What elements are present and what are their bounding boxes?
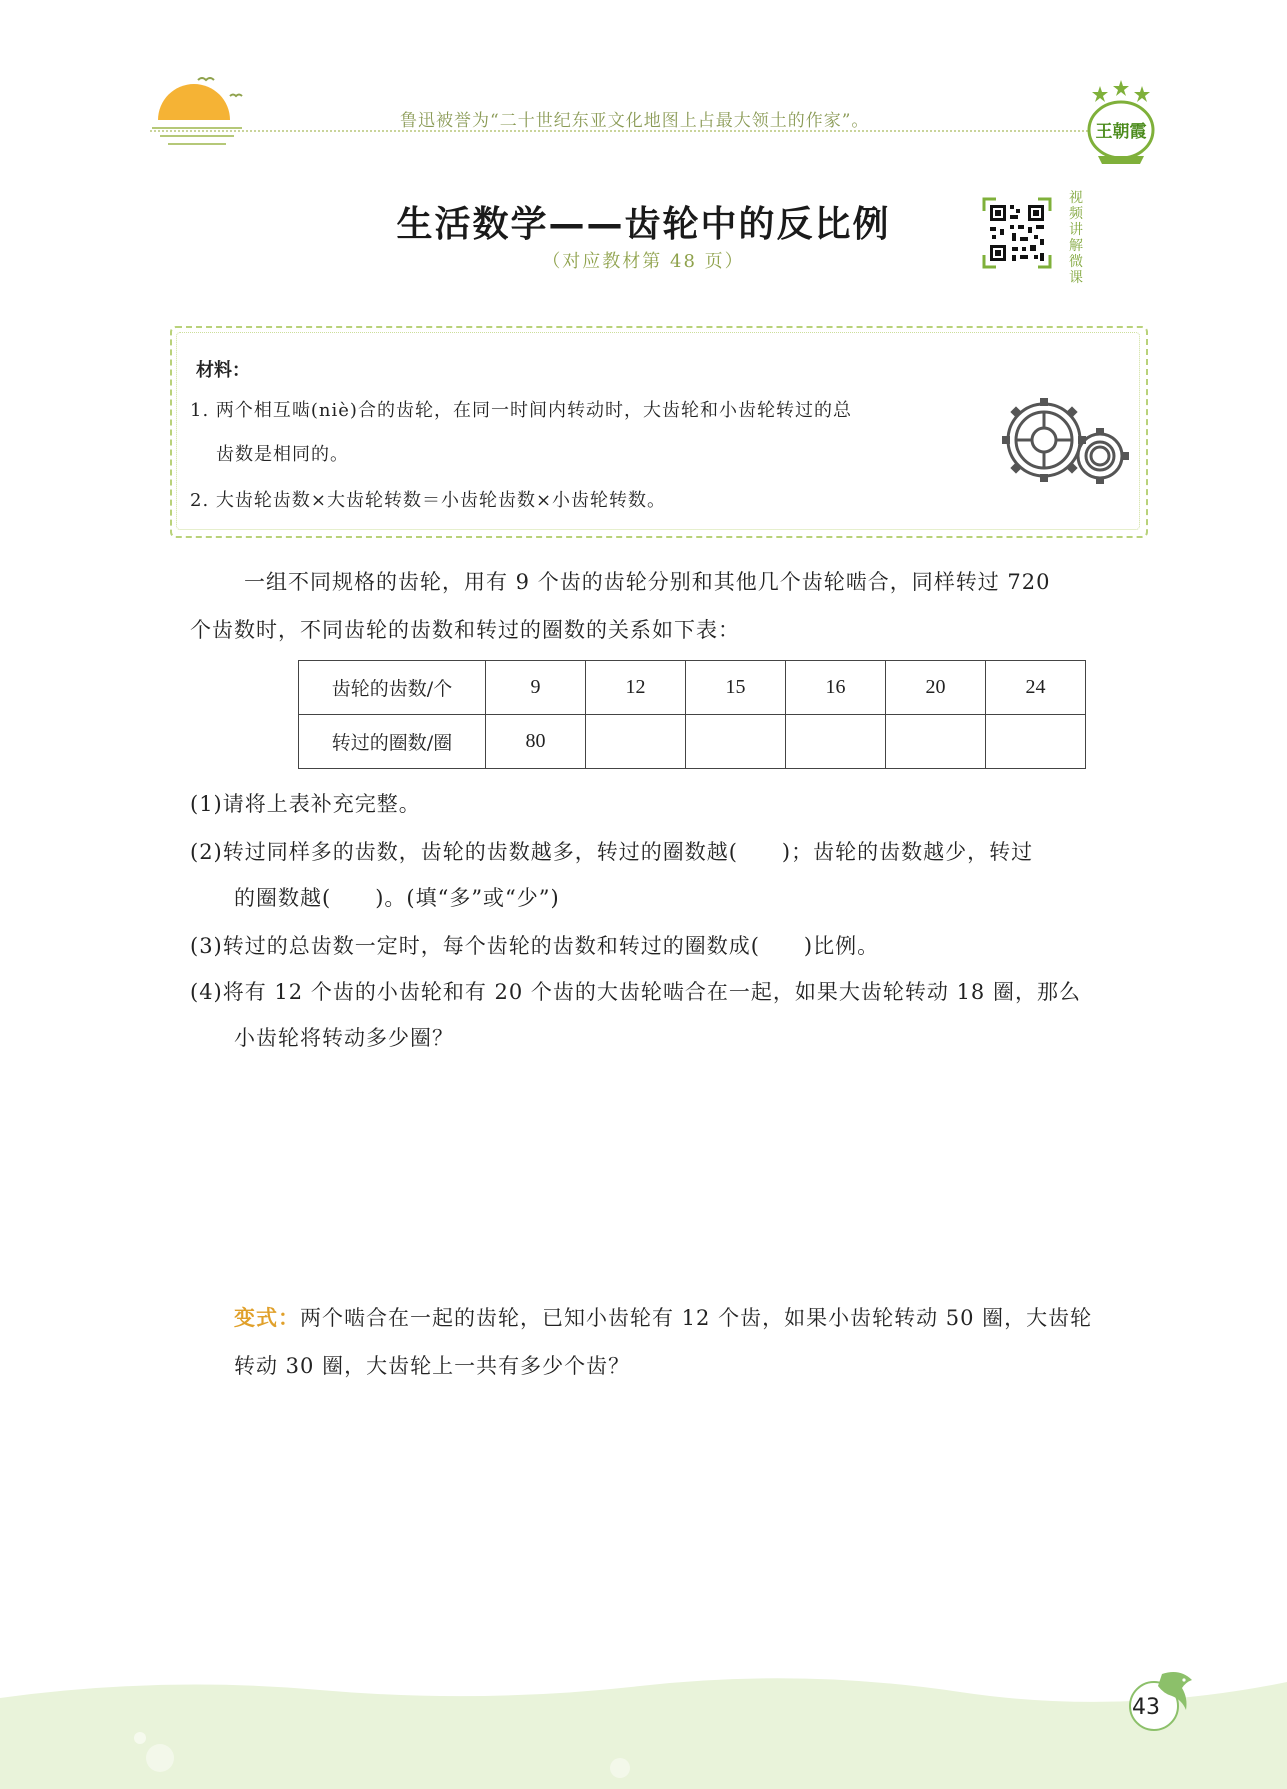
table-cell-teeth: 20 (886, 661, 986, 715)
qr-code-icon[interactable] (982, 197, 1052, 269)
question-2: (2)转过同样多的齿数，齿轮的齿数越多，转过的圈数越( )；齿轮的齿数越少，转过 (190, 840, 1034, 864)
table-cell-teeth: 16 (786, 661, 886, 715)
material-line-1-cont: 齿数是相同的。 (216, 444, 349, 465)
table-cell-teeth: 24 (986, 661, 1086, 715)
page-number: 43 (1132, 1695, 1160, 1720)
gears-icon (996, 392, 1132, 494)
table-cell-turns-blank[interactable] (786, 715, 886, 769)
table-cell-turns-blank[interactable] (686, 715, 786, 769)
question-1: (1)请将上表补充完整。 (190, 792, 421, 816)
table-cell-teeth: 12 (586, 661, 686, 715)
table-row-header: 转过的圈数/圈 (299, 715, 486, 769)
question-4: (4)将有 12 个齿的小齿轮和有 20 个齿的大齿轮啮合在一起，如果大齿轮转动 18 圈，那么 (190, 980, 1081, 1004)
page-title: 生活数学——齿轮中的反比例 (396, 204, 891, 245)
table-row-turns (299, 715, 1086, 769)
table-cell-teeth: 9 (486, 661, 586, 715)
variant-label: 变式： (234, 1306, 300, 1330)
table-row-teeth (299, 661, 1086, 715)
table-row-header: 齿轮的齿数/个 (299, 661, 486, 715)
material-line-2: 2. 大齿轮齿数×大齿轮转数＝小齿轮齿数×小齿轮转数。 (190, 490, 667, 511)
question-2-cont: 的圈数越( )。(填“多”或“少”) (234, 886, 560, 910)
table-cell-turns-blank[interactable] (886, 715, 986, 769)
sun-logo-icon (150, 70, 250, 150)
question-4-cont: 小齿轮将转动多少圈？ (234, 1026, 454, 1050)
material-label: 材料： (196, 360, 250, 381)
publisher-logo-icon (1080, 76, 1162, 168)
table-cell-teeth: 15 (686, 661, 786, 715)
question-3: (3)转过的总齿数一定时，每个齿轮的齿数和转过的圈数成( )比例。 (190, 934, 880, 958)
dolphin-icon (1118, 1660, 1202, 1736)
qr-caption: 视频讲解微课 (1069, 190, 1083, 286)
variant-line-2: 转动 30 圈，大齿轮上一共有多少个齿？ (234, 1354, 631, 1378)
intro-line-1: 一组不同规格的齿轮，用有 9 个齿的齿轮分别和其他几个齿轮啮合，同样转过 720 (244, 570, 1051, 594)
table-cell-turns: 80 (486, 715, 586, 769)
material-line-1: 1. 两个相互啮(niè)合的齿轮，在同一时间内转动时，大齿轮和小齿轮转过的总 (190, 400, 852, 421)
logo-text: 王朝霞 (1095, 122, 1147, 142)
page-subtitle: （对应教材第 48 页） (542, 251, 745, 272)
gear-table (298, 660, 1086, 769)
variant-line-1 (234, 1302, 1092, 1332)
intro-line-2: 个齿数时，不同齿轮的齿数和转过的圈数的关系如下表： (190, 618, 740, 642)
table-cell-turns-blank[interactable] (586, 715, 686, 769)
variant-text: 两个啮合在一起的齿轮，已知小齿轮有 12 个齿，如果小齿轮转动 50 圈，大齿轮 (300, 1306, 1093, 1330)
table-cell-turns-blank[interactable] (986, 715, 1086, 769)
header-divider (150, 130, 1100, 132)
header-quote: 鲁迅被誉为“二十世纪东亚文化地图上占最大领土的作家”。 (400, 111, 870, 131)
footer-decoration (0, 1668, 1287, 1789)
